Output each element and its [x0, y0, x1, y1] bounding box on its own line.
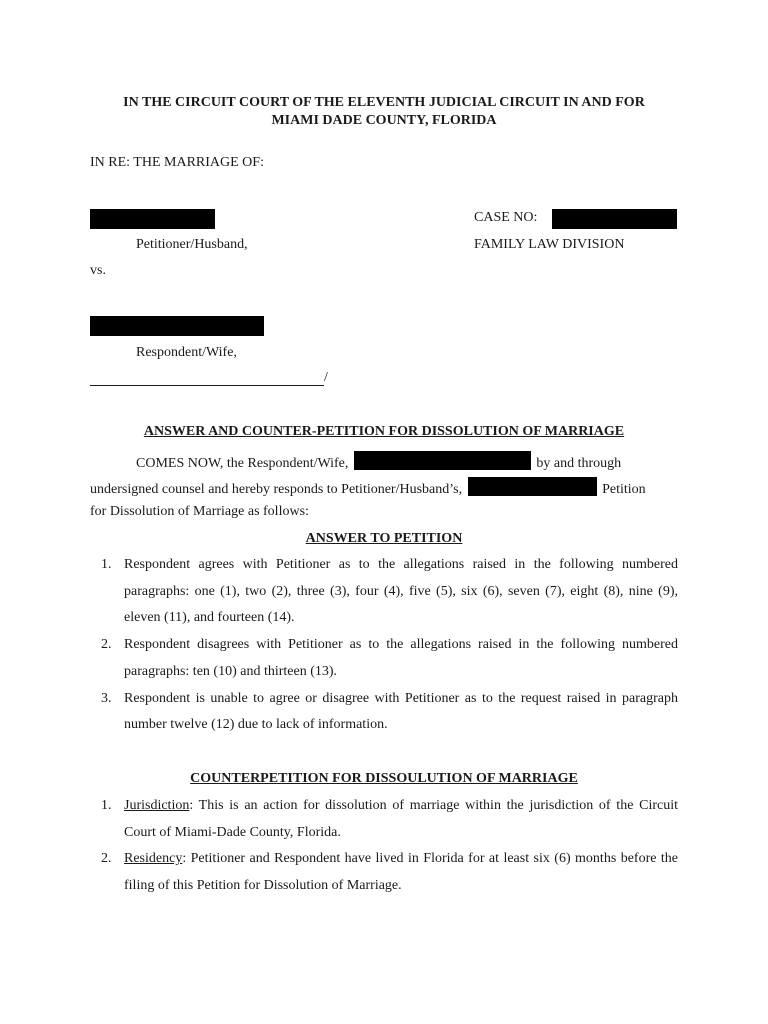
- list-item-number: 3.: [101, 690, 112, 706]
- answer-title: ANSWER AND COUNTER-PETITION FOR DISSOLUTION OF MARRIAGE: [143, 424, 625, 439]
- answer-list: [90, 552, 678, 739]
- redacted-respondent-name: [90, 316, 264, 336]
- redacted-petitioner-name: [90, 209, 215, 229]
- intro-text-undersigned: undersigned counsel and hereby responds to Petitioner/Husband’s,: [90, 482, 463, 497]
- answer-to-petition-title: ANSWER TO PETITION: [305, 531, 463, 546]
- court-heading-line1: IN THE CIRCUIT COURT OF THE ELEVENTH JUDICIAL CIRCUIT IN AND FOR: [123, 95, 645, 110]
- list-item-heading: Jurisdiction: [124, 798, 190, 813]
- intro-line2: [90, 477, 646, 498]
- list-item-text: : Petitioner and Respondent have lived in Florida for at least six (6) months before the filing of this Petition for Dissolution of Marriage.: [124, 851, 678, 894]
- list-item: [90, 632, 678, 685]
- intro-text-petition: Petition: [602, 482, 646, 497]
- list-item: [90, 552, 678, 632]
- petitioner-role: Petitioner/Husband,: [136, 237, 248, 252]
- list-item-heading: Residency: [124, 851, 183, 867]
- list-item: [90, 846, 678, 899]
- court-heading-line2: MIAMI DADE COUNTY, FLORIDA: [271, 113, 497, 128]
- redacted-petitioner-name-inline: [468, 477, 597, 496]
- versus-label: vs.: [90, 263, 106, 278]
- intro-text-comes-now: COMES NOW, the Respondent/Wife,: [136, 456, 349, 471]
- court-heading: [90, 94, 678, 130]
- intro-line3: for Dissolution of Marriage as follows:: [90, 504, 309, 519]
- list-item-text: Respondent is unable to agree or disagree with Petitioner as to the request raised in paragraph number twelve (12) due to lack of information.: [124, 690, 678, 733]
- respondent-role: Respondent/Wife,: [136, 345, 237, 360]
- counterpetition-list: [90, 793, 678, 900]
- list-item-text: Respondent disagrees with Petitioner as to the allegations raised in the following numbered paragraphs: ten (10) and thirteen (13).: [124, 637, 678, 679]
- list-item-number: 2.: [101, 637, 112, 653]
- list-item-number: 1.: [101, 798, 112, 813]
- list-item-number: 2.: [101, 851, 112, 867]
- list-item: [90, 686, 678, 739]
- list-item-number: 1.: [101, 557, 112, 572]
- redacted-case-number: [552, 209, 677, 229]
- list-item-text: Respondent agrees with Petitioner as to the allegations raised in the following numbered paragraphs: one (1), two (2), three (3), four (4), five (5), six (6), seven (7), eight (8), nine (9), eleven (11), and fourteen (14).: [124, 557, 678, 626]
- counterpetition-title: COUNTERPETITION FOR DISSOULUTION OF MARRIAGE: [190, 771, 578, 786]
- caption-slash: /: [324, 370, 328, 385]
- case-no-label: CASE NO:: [474, 210, 538, 225]
- intro-text-by-and-through: by and through: [536, 456, 622, 471]
- in-re-label: IN RE: THE MARRIAGE OF:: [90, 155, 264, 170]
- list-item: [90, 793, 678, 846]
- list-item-text: : This is an action for dissolution of marriage within the jurisdiction of the Circuit Court of Miami-Dade County, Florida.: [124, 798, 678, 840]
- family-law-division: FAMILY LAW DIVISION: [474, 237, 625, 252]
- caption-signature-line: [90, 385, 324, 386]
- intro-line1: [136, 451, 621, 472]
- redacted-respondent-name-inline: [354, 451, 531, 470]
